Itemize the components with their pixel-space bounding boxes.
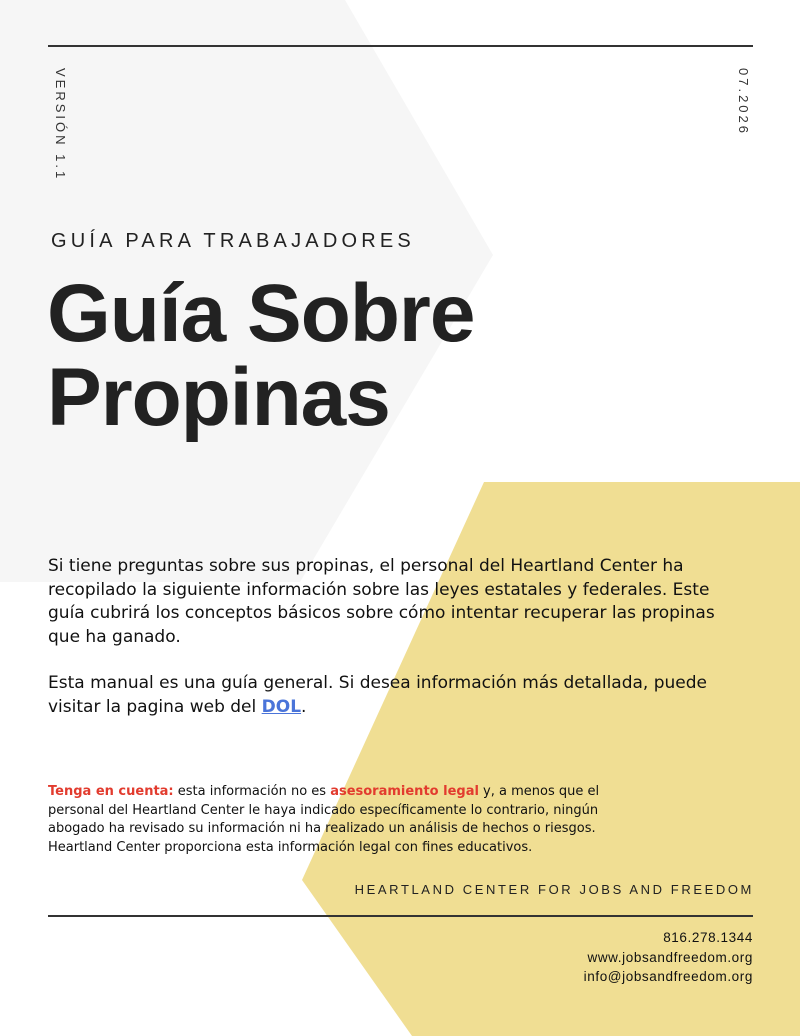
intro-paragraph-2-text: Esta manual es una guía general. Si desea información más detallada, puede visitar la pagina web del (48, 673, 708, 717)
date-label: 07.2026 (736, 68, 751, 136)
dol-link[interactable]: DOL (261, 696, 302, 717)
intro-paragraph-2 (48, 672, 728, 719)
legal-disclaimer (48, 783, 608, 857)
title-line-2: Propinas (47, 352, 390, 443)
page-title (47, 268, 475, 443)
website-link[interactable]: www.jobsandfreedom.org (587, 949, 753, 965)
guide-kicker: GUÍA PARA TRABAJADORES (51, 230, 415, 252)
disclaimer-text-2: y, a menos que el personal del Heartland Center le haya indicado específicamente lo contrario, ningún abogado ha revisado su información ni ha realizado un análisis de hechos o riesgos. Heartland Center proporciona esta información legal con fines educativos. (48, 784, 600, 855)
intro-paragraph-1: Si tiene preguntas sobre sus propinas, el personal del Heartland Center ha recopilado la siguiente información sobre las leyes estatales y federales. Este guía cubrirá los conceptos básicos sobre cómo intentar recuperar las propinas que ha ganado. (48, 556, 715, 647)
disclaimer-emphasis: asesoramiento legal (330, 784, 479, 799)
title-line-1: Guía Sobre (47, 268, 475, 359)
organization-name: HEARTLAND CENTER FOR JOBS AND FREEDOM (354, 882, 754, 897)
phone-number: 816.278.1344 (663, 930, 753, 945)
bottom-divider (48, 915, 753, 917)
disclaimer-text-1: esta información no es (173, 784, 331, 799)
version-label: VERSIÓN 1.1 (53, 68, 68, 182)
intro-text (48, 555, 728, 719)
intro-paragraph-2-end: . (301, 696, 307, 717)
disclaimer-label: Tenga en cuenta: (48, 784, 174, 799)
email-link[interactable]: info@jobsandfreedom.org (583, 969, 753, 984)
top-divider (48, 45, 753, 47)
contact-info (584, 928, 753, 987)
